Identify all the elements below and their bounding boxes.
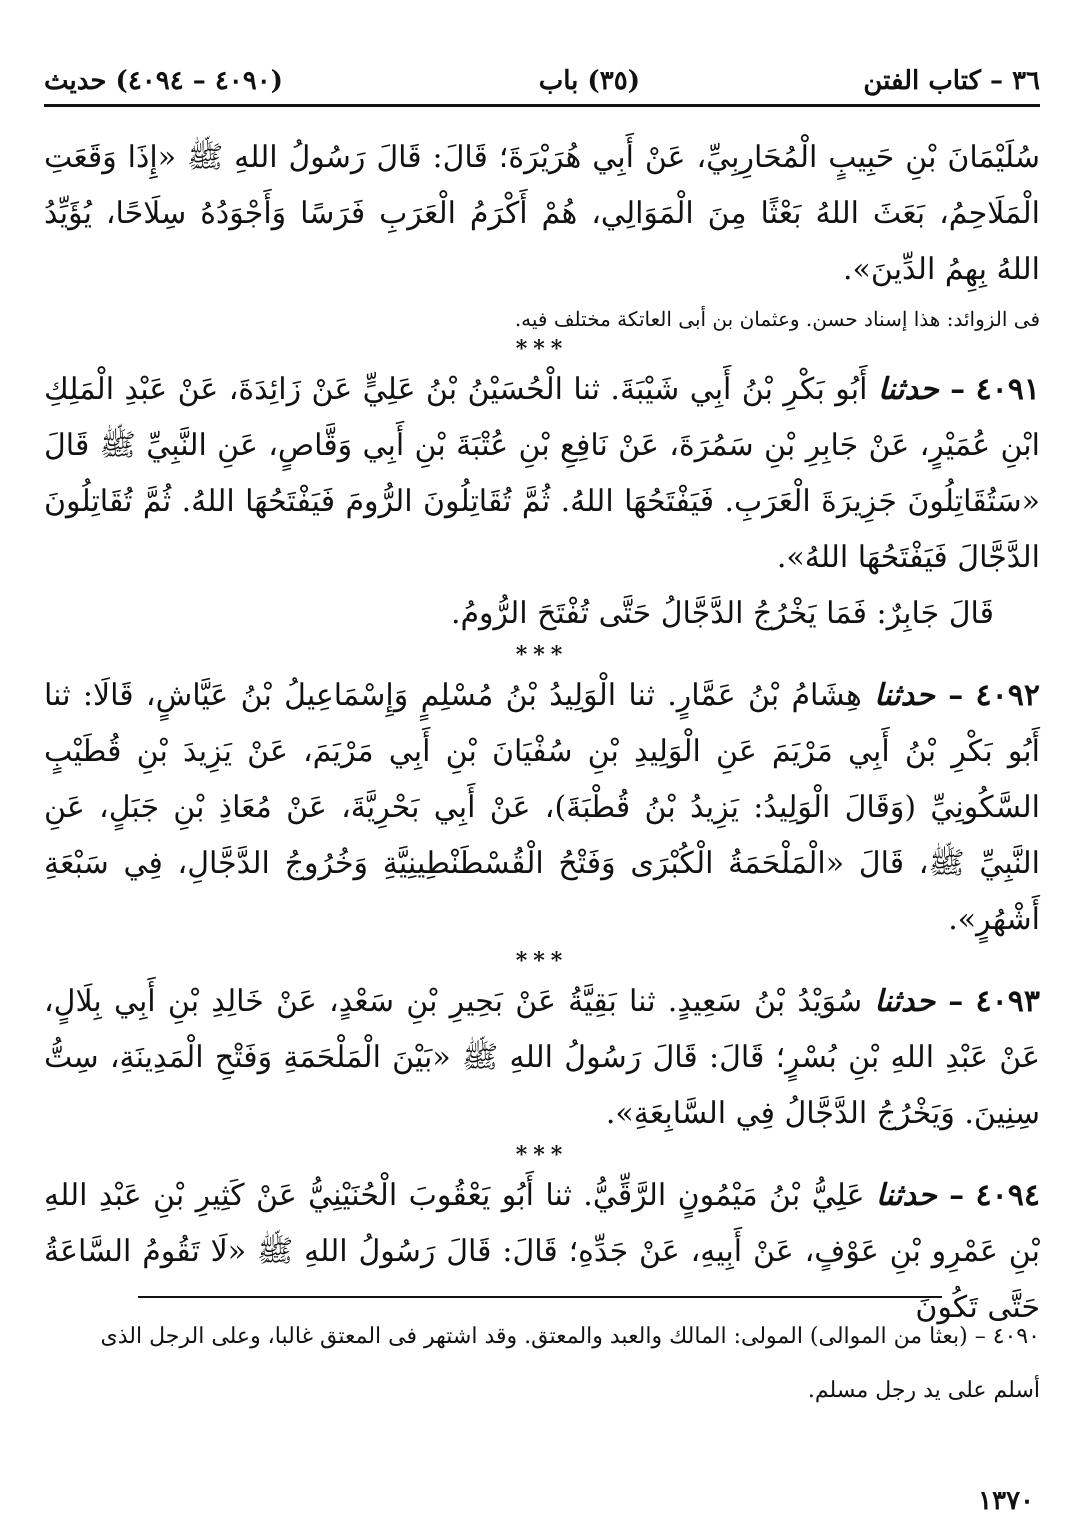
hadith-4091-comment: قَالَ جَابِرٌ: فَمَا يَخْرُجُ الدَّجَّالُ حَتَّى تُفْتَحَ الرُّومُ. — [450, 596, 994, 631]
separator: *** — [515, 1142, 569, 1168]
hadith-4094: ٤٠٩٤ – حدثنا عَلِيُّ بْنُ مَيْمُونٍ الرَّقِّيُّ. ثنا أَبُو يَعْقُوبَ الْحُنَيْنِيُّ عَنْ كَثِيرِ بْنِ عَبْدِ اللهِ بْنِ عَمْرِو بْنِ عَوْفٍ، عَنْ أَبِيهِ، عَنْ جَدِّهِ؛ قَالَ: قَالَ رَسُولُ اللهِ ﷺ «لَا تَقُومُ السَّاعَةُ حَتَّى تَكُونَ — [44, 1178, 1040, 1325]
main-text — [44, 130, 1040, 1336]
separator: *** — [515, 336, 569, 362]
page-number: ١٣٧٠ — [978, 1486, 1034, 1516]
hadith-text: هِشَامُ بْنُ عَمَّارٍ. ثنا الْوَلِيدُ بْنُ مُسْلِمٍ وَإِسْمَاعِيلُ بْنُ عَيَّاشٍ، قَالَا: ثنا أَبُو بَكْرِ بْنُ أَبِي مَرْيَمَ عَنِ الْوَلِيدِ بْنِ سُفْيَانَ بْنِ أَبِي مَرْيَمَ، عَنْ يَزِيدَ بْنِ قُطَيْبٍ السَّكُونِيِّ (وَقَالَ الْوَلِيدُ: يَزِيدُ بْنُ قُطْبَةَ)، عَنْ أَبِي بَحْرِيَّةَ، عَنْ مُعَاذِ بْنِ جَبَلٍ، عَنِ النَّبِيِّ ﷺ، قَالَ «الْمَلْحَمَةُ الْكُبْرَى وَفَتْحُ الْقُسْطَنْطِينِيَّةِ وَخُرُوجُ الدَّجَّالِ، فِي سَبْعَةِ أَشْهُرٍ». — [44, 678, 1040, 937]
book-title: ٣٦ – كتاب الفتن — [863, 66, 1040, 96]
hadith-4093: ٤٠٩٣ – حدثنا سُوَيْدُ بْنُ سَعِيدٍ. ثنا بَقِيَّةُ عَنْ بَحِيرِ بْنِ سَعْدٍ، عَنْ خَالِدِ بْنِ أَبِي بِلَالٍ، عَنْ عَبْدِ اللهِ بْنِ بُسْرٍ؛ قَالَ: قَالَ رَسُولُ اللهِ ﷺ «بَيْنَ الْمَلْحَمَةِ وَفَتْحِ الْمَدِينَةِ، سِتُّ سِنِينَ. وَيَخْرُجُ الدَّجَّالُ فِي السَّابِعَةِ». — [44, 984, 1040, 1131]
page-header — [44, 62, 1040, 102]
hadith-range: (٤٠٩٠ – ٤٠٩٤) حديث — [44, 66, 283, 96]
footnote-divider — [138, 1296, 942, 1298]
chapter-label: (٣٥) باب — [538, 66, 640, 96]
haddathana-label: حدثنا — [874, 984, 936, 1019]
intro-paragraph: سُلَيْمَانَ بْنِ حَبِيبٍ الْمُحَارِبِيِّ، عَنْ أَبِي هُرَيْرَةَ؛ قَالَ: قَالَ رَسُولُ اللهِ ﷺ «إِذَا وَقَعَتِ الْمَلَاحِمُ، بَعَثَ اللهُ بَعْثًا مِنَ الْمَوَالِي، هُمْ أَكْرَمُ الْعَرَبِ فَرَسًا وَأَجْوَدُهُ سِلَاحًا، يُؤَيِّدُ اللهُ بِهِمُ الدِّينَ». — [44, 140, 1040, 287]
footnote-line: ٤٠٩٠ – (بعثا من الموالى) المولى: المالك والعبد والمعتق. وقد اشتهر فى المعتق غالبا، وعلى الرجل الذى — [100, 1324, 1040, 1349]
haddathana-label: حدثنا — [874, 678, 935, 713]
zawaid-note: فى الزوائد: هذا إسناد حسن. وعثمان بن أبى العاتكة مختلف فيه. — [514, 307, 1040, 331]
hadith-number: ٤٠٩٣ — [975, 984, 1040, 1019]
hadith-text: عَلِيُّ بْنُ مَيْمُونٍ الرَّقِّيُّ. ثنا أَبُو يَعْقُوبَ الْحُنَيْنِيُّ عَنْ كَثِيرِ بْنِ عَبْدِ اللهِ بْنِ عَمْرِو بْنِ عَوْفٍ، عَنْ أَبِيهِ، عَنْ جَدِّهِ؛ قَالَ: قَالَ رَسُولُ اللهِ ﷺ «لَا تَقُومُ السَّاعَةُ حَتَّى تَكُونَ — [44, 1178, 1040, 1325]
hadith-text: سُوَيْدُ بْنُ سَعِيدٍ. ثنا بَقِيَّةُ عَنْ بَحِيرِ بْنِ سَعْدٍ، عَنْ خَالِدِ بْنِ أَبِي بِلَالٍ، عَنْ عَبْدِ اللهِ بْنِ بُسْرٍ؛ قَالَ: قَالَ رَسُولُ اللهِ ﷺ «بَيْنَ الْمَلْحَمَةِ وَفَتْحِ الْمَدِينَةِ، سِتُّ سِنِينَ. وَيَخْرُجُ الدَّجَّالُ فِي السَّابِعَةِ». — [44, 984, 1040, 1131]
hadith-text: أَبُو بَكْرِ بْنُ أَبِي شَيْبَةَ. ثنا الْحُسَيْنُ بْنُ عَلِيٍّ عَنْ زَائِدَةَ، عَنْ عَبْدِ الْمَلِكِ ابْنِ عُمَيْرٍ، عَنْ جَابِرِ بْنِ سَمُرَةَ، عَنْ نَافِعِ بْنِ عُتْبَةَ بْنِ أَبِي وَقَّاصٍ، عَنِ النَّبِيِّ ﷺ قَالَ «سَتُقَاتِلُونَ جَزِيرَةَ الْعَرَبِ. فَيَفْتَحُهَا اللهُ. ثُمَّ تُقَاتِلُونَ الرُّومَ فَيَفْتَحُهَا اللهُ. ثُمَّ تُقَاتِلُونَ الدَّجَّالَ فَيَفْتَحُهَا اللهُ». — [44, 372, 1040, 575]
haddathana-label: حدثنا — [875, 1178, 937, 1213]
footnote — [44, 1310, 1040, 1418]
footnote-line: أسلم على يد رجل مسلم. — [807, 1378, 1040, 1403]
hadith-number: ٤٠٩٤ — [975, 1178, 1040, 1213]
separator: *** — [515, 948, 569, 974]
hadith-4092: ٤٠٩٢ – حدثنا هِشَامُ بْنُ عَمَّارٍ. ثنا الْوَلِيدُ بْنُ مُسْلِمٍ وَإِسْمَاعِيلُ بْنُ عَيَّاشٍ، قَالَا: ثنا أَبُو بَكْرِ بْنُ أَبِي مَرْيَمَ عَنِ الْوَلِيدِ بْنِ سُفْيَانَ بْنِ أَبِي مَرْيَمَ، عَنْ يَزِيدَ بْنِ قُطَيْبٍ السَّكُونِيِّ (وَقَالَ الْوَلِيدُ: يَزِيدُ بْنُ قُطْبَةَ)، عَنْ أَبِي بَحْرِيَّةَ، عَنْ مُعَاذِ بْنِ جَبَلٍ، عَنِ النَّبِيِّ ﷺ، قَالَ «الْمَلْحَمَةُ الْكُبْرَى وَفَتْحُ الْقُسْطَنْطِينِيَّةِ وَخُرُوجُ الدَّجَّالِ، فِي سَبْعَةِ أَشْهُرٍ». — [44, 678, 1040, 937]
haddathana-label: حدثنا — [877, 372, 939, 407]
hadith-4091: ٤٠٩١ – حدثنا أَبُو بَكْرِ بْنُ أَبِي شَيْبَةَ. ثنا الْحُسَيْنُ بْنُ عَلِيٍّ عَنْ زَائِدَةَ، عَنْ عَبْدِ الْمَلِكِ ابْنِ عُمَيْرٍ، عَنْ جَابِرِ بْنِ سَمُرَةَ، عَنْ نَافِعِ بْنِ عُتْبَةَ بْنِ أَبِي وَقَّاصٍ، عَنِ النَّبِيِّ ﷺ قَالَ «سَتُقَاتِلُونَ جَزِيرَةَ الْعَرَبِ. فَيَفْتَحُهَا اللهُ. ثُمَّ تُقَاتِلُونَ الرُّومَ فَيَفْتَحُهَا اللهُ. ثُمَّ تُقَاتِلُونَ الدَّجَّالَ فَيَفْتَحُهَا اللهُ». — [44, 372, 1041, 575]
hadith-number: ٤٠٩١ — [975, 372, 1041, 407]
separator: *** — [515, 642, 569, 668]
header-divider — [44, 104, 1040, 107]
hadith-number: ٤٠٩٢ — [975, 678, 1040, 713]
